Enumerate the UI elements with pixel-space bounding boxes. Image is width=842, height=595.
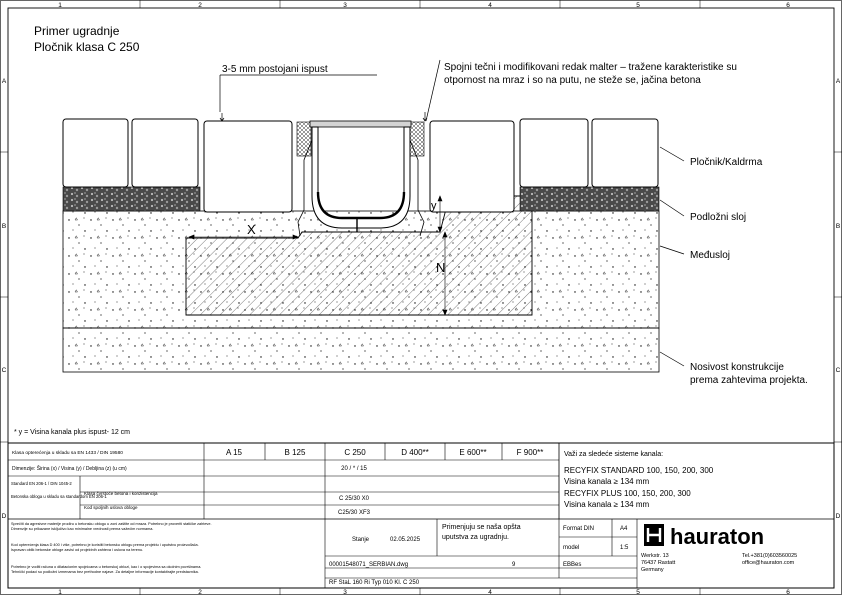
note-1-line-1: Sprečiti da agresivne materije prodiru u betonsku oblogu u zoni zaštite od mraza. Potrebno je proveriti statičke zahteve.: [11, 522, 212, 526]
class-e600: E 600**: [459, 448, 487, 457]
dim-n-label: N: [436, 260, 446, 275]
class-d400: D 400**: [401, 448, 429, 457]
bedding-left: [63, 187, 200, 211]
col-ref-5: 5: [636, 2, 640, 9]
bearing-label-line-1: Nosivost konstrukcije: [690, 362, 784, 373]
class-c250: C 250: [344, 448, 366, 457]
dimensions-row-label: Dimenzije: Širina (x) / Visina (y) / Debljina (z) (u cm): [12, 466, 127, 472]
row-ref-c-right: C: [835, 367, 841, 374]
hauraton-logo: [644, 524, 764, 549]
class-f900: F 900**: [516, 448, 544, 457]
grate: [310, 121, 411, 127]
row-ref-c: C: [1, 367, 7, 374]
col-ref-1: 1: [58, 2, 62, 9]
col-ref-2-bottom: 2: [198, 589, 202, 595]
paver-5: [520, 119, 588, 187]
bedding-label: Podložni sloj: [690, 212, 747, 223]
system-standard: RECYFIX STANDARD 100, 150, 200, 300: [564, 466, 714, 475]
dim-x-label: X: [247, 222, 256, 237]
dim-y-label: y: [431, 200, 437, 212]
interlayer-label: Međusloj: [690, 250, 731, 261]
bedding-right: [520, 187, 659, 211]
title-line-2: Pločnik klasa C 250: [34, 40, 140, 54]
note-3-line-1: Potrebno je voditi računa o dilatacionim spojnicama u betonskoj oblozi, kao i o spojevima sa okolnim površinama.: [11, 565, 202, 569]
col-ref-4-bottom: 4: [488, 589, 492, 595]
col-ref-1-bottom: 1: [58, 589, 62, 595]
system-standard-height: Visina kanala ≥ 134 mm: [564, 477, 650, 486]
address-line-3: Germany: [641, 567, 664, 573]
note-3-line-2: Tehnički podaci su podložni izmenama bez prethodne najave. Za detaljne informacije kontaktirajte predstavnika.: [11, 570, 199, 574]
col-ref-5-bottom: 5: [636, 589, 640, 595]
contact-email: office@hauraton.com: [742, 560, 795, 566]
file-name: 00001548071_SERBIAN.dwg: [329, 562, 409, 568]
dimensions-row-value: 20 / * / 15: [341, 466, 367, 472]
mortar-label-line-1: Spojni tečni i modifikovani redak malter – tražene karakteristike su: [444, 62, 737, 73]
row-ref-d-right: D: [835, 513, 841, 520]
concrete-label: Betonska obloga u skladu sa standardom EN 206-1: [11, 494, 107, 499]
page-number: 9: [512, 562, 516, 568]
class-a15: A 15: [225, 448, 243, 457]
col-ref-6-bottom: 6: [786, 589, 790, 595]
strength-class-label: Klasa čvrstoće betona i konzistencija: [84, 491, 158, 496]
col-ref-3-bottom: 3: [343, 589, 347, 595]
systems-title: Važi za sledeće sisteme kanala:: [564, 451, 664, 458]
base-layer: [63, 328, 659, 372]
paver-6: [592, 119, 658, 187]
note-1-line-2: Dimenzije su prikazane isključivo kao minimalne vrednosti prema važećim normama.: [11, 527, 154, 531]
col-ref-6: 6: [786, 2, 790, 9]
language-code: EBBes: [563, 562, 582, 568]
class-b125: B 125: [284, 448, 306, 457]
address-line-1: Werkstr. 13: [641, 553, 669, 559]
mortar-label-line-2: otpornost na mraz i so na putu, ne steže se, jačina betona: [444, 75, 701, 86]
col-ref-4: 4: [488, 2, 492, 9]
row-ref-b: B: [1, 223, 7, 230]
format-label: Format DIN: [563, 526, 595, 532]
paver-4: [430, 121, 514, 212]
strength-class-value: C 25/30 X0: [338, 496, 370, 502]
row-ref-d: D: [1, 513, 7, 520]
load-class-header: Klasa opterećenja u skladu sa EN 1433 / DIN 19580: [12, 451, 123, 456]
disclaimer-line-2: uputstva za ugradnju.: [442, 534, 509, 541]
drawing-title: RF StaL 160 Ri Typ 010 Kl. C 250: [329, 580, 420, 586]
paver-2: [132, 119, 198, 187]
col-ref-2: 2: [198, 2, 202, 9]
model-value: 1:5: [620, 545, 629, 551]
exposure-value: C25/30 XF3: [337, 510, 371, 516]
row-ref-a: A: [1, 78, 7, 85]
cross-section: [63, 112, 659, 372]
logo-wordmark: hauraton: [670, 524, 765, 549]
paver-1: [63, 119, 128, 187]
gap-label: 3-5 mm postojani ispust: [222, 64, 328, 75]
disclaimer-line-1: Primenjuju se naša opšta: [442, 524, 521, 531]
paver-3: [204, 121, 292, 212]
model-label: model: [563, 545, 580, 551]
row-ref-a-right: A: [835, 78, 841, 85]
exposure-label: Kod spoljnih uslova obloge: [84, 505, 138, 510]
address-line-2: 76437 Rastatt: [641, 560, 676, 566]
note-2-line-2: Ispravan oblik betonske obloge zavisi od projektnih zahteva i uslova na terenu.: [11, 548, 144, 552]
col-ref-3: 3: [343, 2, 347, 9]
status-date: 02.05.2025: [390, 537, 421, 543]
paving-label: Pločnik/Kaldrma: [690, 157, 763, 168]
title-line-1: Primer ugradnje: [34, 24, 120, 38]
status-label: Stanje: [352, 537, 370, 543]
footnote: * y = Visina kanala plus ispust- 12 cm: [14, 429, 131, 436]
note-2-line-1: Kod opterećenja klasa D 400 i više, potrebno je koristiti betonsku oblogu prema projektu i uputstvu proizvođača.: [11, 543, 199, 547]
bearing-label-line-2: prema zahtevima projekta.: [690, 375, 808, 386]
format-value: A4: [620, 526, 628, 532]
system-plus: RECYFIX PLUS 100, 150, 200, 300: [564, 489, 691, 498]
system-plus-height: Visina kanala ≥ 134 mm: [564, 500, 650, 509]
row-ref-b-right: B: [835, 223, 841, 230]
mortar-joint-right: [410, 122, 424, 156]
standard-group-label: Standard EN 206-1 / DIN 1045-2: [11, 481, 72, 486]
contact-phone: Tel.+381(0)603560025: [742, 553, 798, 559]
mortar-joint-left: [297, 122, 311, 156]
